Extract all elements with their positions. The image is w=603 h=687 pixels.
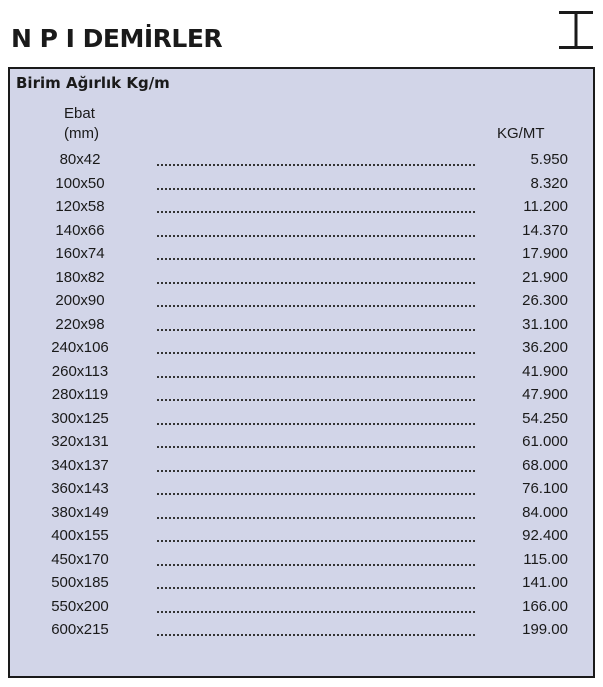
row-size: 200x90: [55, 292, 105, 309]
row-size: 500x185: [51, 574, 109, 591]
dot-leader: [157, 634, 475, 636]
row-size: 160x74: [55, 245, 105, 262]
size-header-line1: Ebat: [64, 105, 95, 122]
table-row: [0, 571, 603, 595]
row-weight: 26.300: [522, 292, 568, 309]
dot-leader: [157, 258, 475, 260]
dot-leader: [157, 235, 475, 237]
row-size: 300x125: [51, 409, 109, 427]
dot-leader: [157, 587, 475, 589]
table-row: [0, 524, 603, 548]
page-title: N P I DEMİRLER: [11, 24, 223, 53]
row-weight: 115.00: [523, 550, 568, 568]
table-row: [0, 454, 603, 478]
table-row: [0, 219, 603, 243]
row-weight: 84.000: [522, 503, 568, 521]
row-weight: 76.100: [522, 480, 568, 497]
row-size: 600x215: [51, 621, 109, 638]
table-row: [0, 618, 603, 642]
row-size: 400x155: [51, 527, 109, 544]
row-size: 100x50: [55, 174, 105, 192]
row-weight: 61.000: [522, 433, 568, 450]
row-weight: 68.000: [522, 456, 568, 474]
row-size: 450x170: [51, 550, 109, 568]
table-row: [0, 148, 603, 172]
table-row: [0, 360, 603, 384]
table-row: [0, 501, 603, 525]
panel-heading: Birim Ağırlık Kg/m: [16, 74, 170, 92]
table-row: [0, 172, 603, 196]
row-weight: 92.400: [522, 527, 568, 544]
row-weight: 41.900: [522, 362, 568, 380]
dot-leader: [157, 540, 475, 542]
row-weight: 54.250: [522, 409, 568, 427]
row-size: 80x42: [59, 151, 101, 168]
dot-leader: [157, 352, 475, 354]
row-weight: 166.00: [522, 597, 568, 615]
dot-leader: [157, 305, 475, 307]
row-size: 140x66: [55, 221, 105, 239]
i-beam-icon: [557, 8, 595, 52]
row-size: 220x98: [55, 315, 105, 333]
table-row: [0, 548, 603, 572]
dot-leader: [157, 399, 475, 401]
dot-leader: [157, 376, 475, 378]
row-weight: 141.00: [522, 574, 568, 591]
dot-leader: [157, 164, 475, 166]
dot-leader: [157, 423, 475, 425]
dot-leader: [157, 470, 475, 472]
size-column-header: [64, 104, 99, 144]
table-row: [0, 242, 603, 266]
dot-leader: [157, 188, 475, 190]
row-size: 180x82: [55, 268, 105, 286]
row-weight: 8.320: [530, 174, 568, 192]
table-row: [0, 289, 603, 313]
size-header-line2: (mm): [64, 125, 99, 142]
row-size: 280x119: [51, 386, 109, 403]
table-row: [0, 595, 603, 619]
weight-column-header: KG/MT: [497, 125, 545, 142]
row-size: 360x143: [51, 480, 109, 497]
dot-leader: [157, 564, 475, 566]
row-weight: 199.00: [522, 621, 568, 638]
row-weight: 31.100: [522, 315, 568, 333]
row-weight: 11.200: [523, 198, 568, 215]
dot-leader: [157, 611, 475, 613]
row-weight: 17.900: [522, 245, 568, 262]
row-weight: 14.370: [522, 221, 568, 239]
table-row: [0, 407, 603, 431]
table-row: [0, 430, 603, 454]
table-row: [0, 336, 603, 360]
dot-leader: [157, 329, 475, 331]
dot-leader: [157, 493, 475, 495]
dot-leader: [157, 211, 475, 213]
row-weight: 5.950: [530, 151, 568, 168]
row-size: 380x149: [51, 503, 109, 521]
row-weight: 47.900: [522, 386, 568, 403]
table-row: [0, 195, 603, 219]
row-size: 340x137: [51, 456, 109, 474]
row-size: 240x106: [51, 339, 109, 356]
row-weight: 21.900: [522, 268, 568, 286]
table-row: [0, 383, 603, 407]
row-size: 550x200: [51, 597, 109, 615]
row-size: 320x131: [51, 433, 109, 450]
row-size: 120x58: [55, 198, 105, 215]
table-row: [0, 266, 603, 290]
dot-leader: [157, 446, 475, 448]
dot-leader: [157, 517, 475, 519]
row-weight: 36.200: [522, 339, 568, 356]
dot-leader: [157, 282, 475, 284]
row-size: 260x113: [51, 362, 109, 380]
table-row: [0, 313, 603, 337]
table-row: [0, 477, 603, 501]
